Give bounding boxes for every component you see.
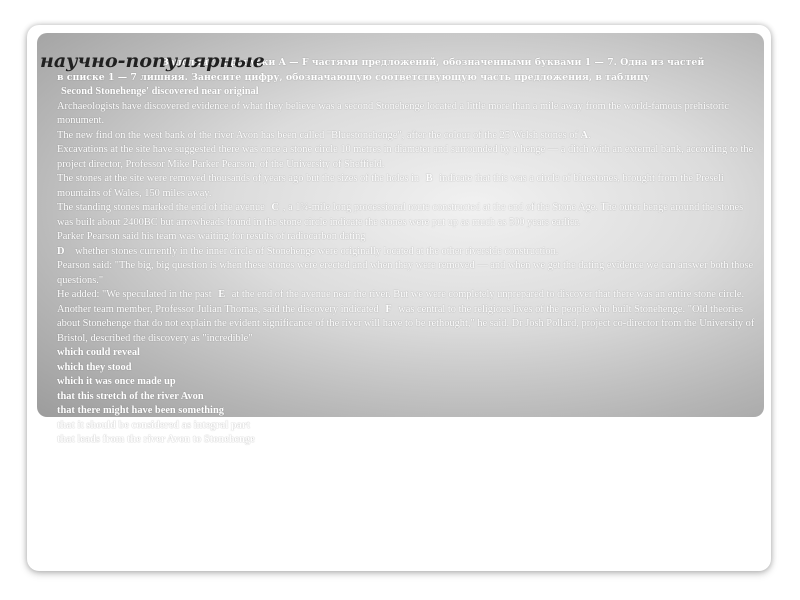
- article-paragraph-3: Excavations at the site have suggested there was once a stone circle 10 metres in diameter and surrounded by a henge — a ditch with an external bank, according to the project director, Professor Mike Parker Pearson, of the University of Sheffield.: [57, 144, 754, 170]
- option-item: which they stood: [57, 361, 132, 373]
- paragraph-text: .: [588, 129, 591, 141]
- exercise-content: [57, 56, 757, 448]
- paragraph-text: The standing stones marked the end of the avenue: [57, 202, 265, 213]
- paragraph-text: at the end of the avenue near the river. But we were completely unprepared to discover that there was an entire stone circle. Another team member, Professor Julian Thomas, said the discovery indicated: [57, 289, 745, 315]
- paragraph-text: The new find on the west bank of the river Avon has been called "Bluestonehenge", after the colour of the 25 Welsh stones of: [57, 129, 578, 141]
- option-item: which could reveal: [57, 347, 140, 358]
- paragraph-text: indicate that this was a circle of bluestones, brought from the Preseli mountains of Wales, 150 miles away.: [57, 173, 724, 199]
- article-paragraph-2: [57, 129, 757, 144]
- paragraph-text: He added: "We speculated in the past: [57, 289, 212, 300]
- article-paragraph-1: Archaeologists have discovered evidence of what they believe was a second Stonehenge located a little more than a mile away from the world-famous prehistoric monument.: [57, 100, 729, 126]
- article-paragraph-9: [57, 288, 757, 346]
- gap-b-label: B: [425, 173, 433, 184]
- article-paragraph-7: [57, 245, 757, 260]
- option-item: that this stretch of the river Avon: [57, 390, 204, 402]
- paragraph-text: The stones at the site were removed thousands of years ago but the sizes of the holes in: [57, 173, 420, 184]
- slide-title: научно-популярные: [40, 50, 265, 72]
- paragraph-text: , a 1¾-mile long processional route constructed at the end of the Stone Age. The outer henge around the stones was built about 2400BC but arrowheads found in the stone circle indicate the stones were put up as much as 500 years earlier.: [57, 202, 744, 228]
- article-paragraph-5: [57, 201, 757, 230]
- gap-f-label: F: [385, 303, 392, 315]
- paragraph-text: was central to the religious lives of the people who built Stonehenge. "Old theories about Stonehenge that do not explain the evident significance of the river will have to be rethought," he said. Dr Josh Pollard, project co-director from the University of Bristol, described the discovery as "incredible": [57, 303, 755, 344]
- option-item: that leads from the river Avon to Stonehenge: [57, 434, 255, 445]
- gap-e-label: E: [218, 289, 226, 300]
- option-item: which it was once made up: [57, 376, 176, 387]
- gap-a-label: A: [580, 129, 588, 141]
- article-headline: Second Stonehenge' discovered near original: [61, 86, 259, 97]
- option-item: that there might have been something: [57, 405, 224, 416]
- paragraph-text: whether stones currently in the inner circle of Stonehenge were originally located at the other riverside construction.: [75, 245, 559, 257]
- option-item: that it should be considered as integral part: [57, 419, 250, 431]
- gap-d-label: D: [57, 245, 65, 257]
- gap-c-label: C: [271, 202, 279, 213]
- article-paragraph-6: Parker Pearson said his team was waiting for results of radiocarbon dating: [57, 231, 366, 242]
- task-instruction-line-2: в списке 1 — 7 лишняя. Занесите цифру, обозначающую соответствующую часть предложения, в таблицу: [57, 71, 650, 83]
- article-paragraph-8: Pearson said: "The big, big question is when these stones were erected and when they were removed — and when we get the dating evidence we can answer both those questions.": [57, 260, 754, 286]
- task-instruction-line-1: Заполните пропуски A — F частями предложений, обозначенными буквами 1 — 7. Одна из частей: [162, 57, 705, 68]
- answer-options-list: [57, 346, 757, 448]
- article-paragraph-4: [57, 172, 757, 201]
